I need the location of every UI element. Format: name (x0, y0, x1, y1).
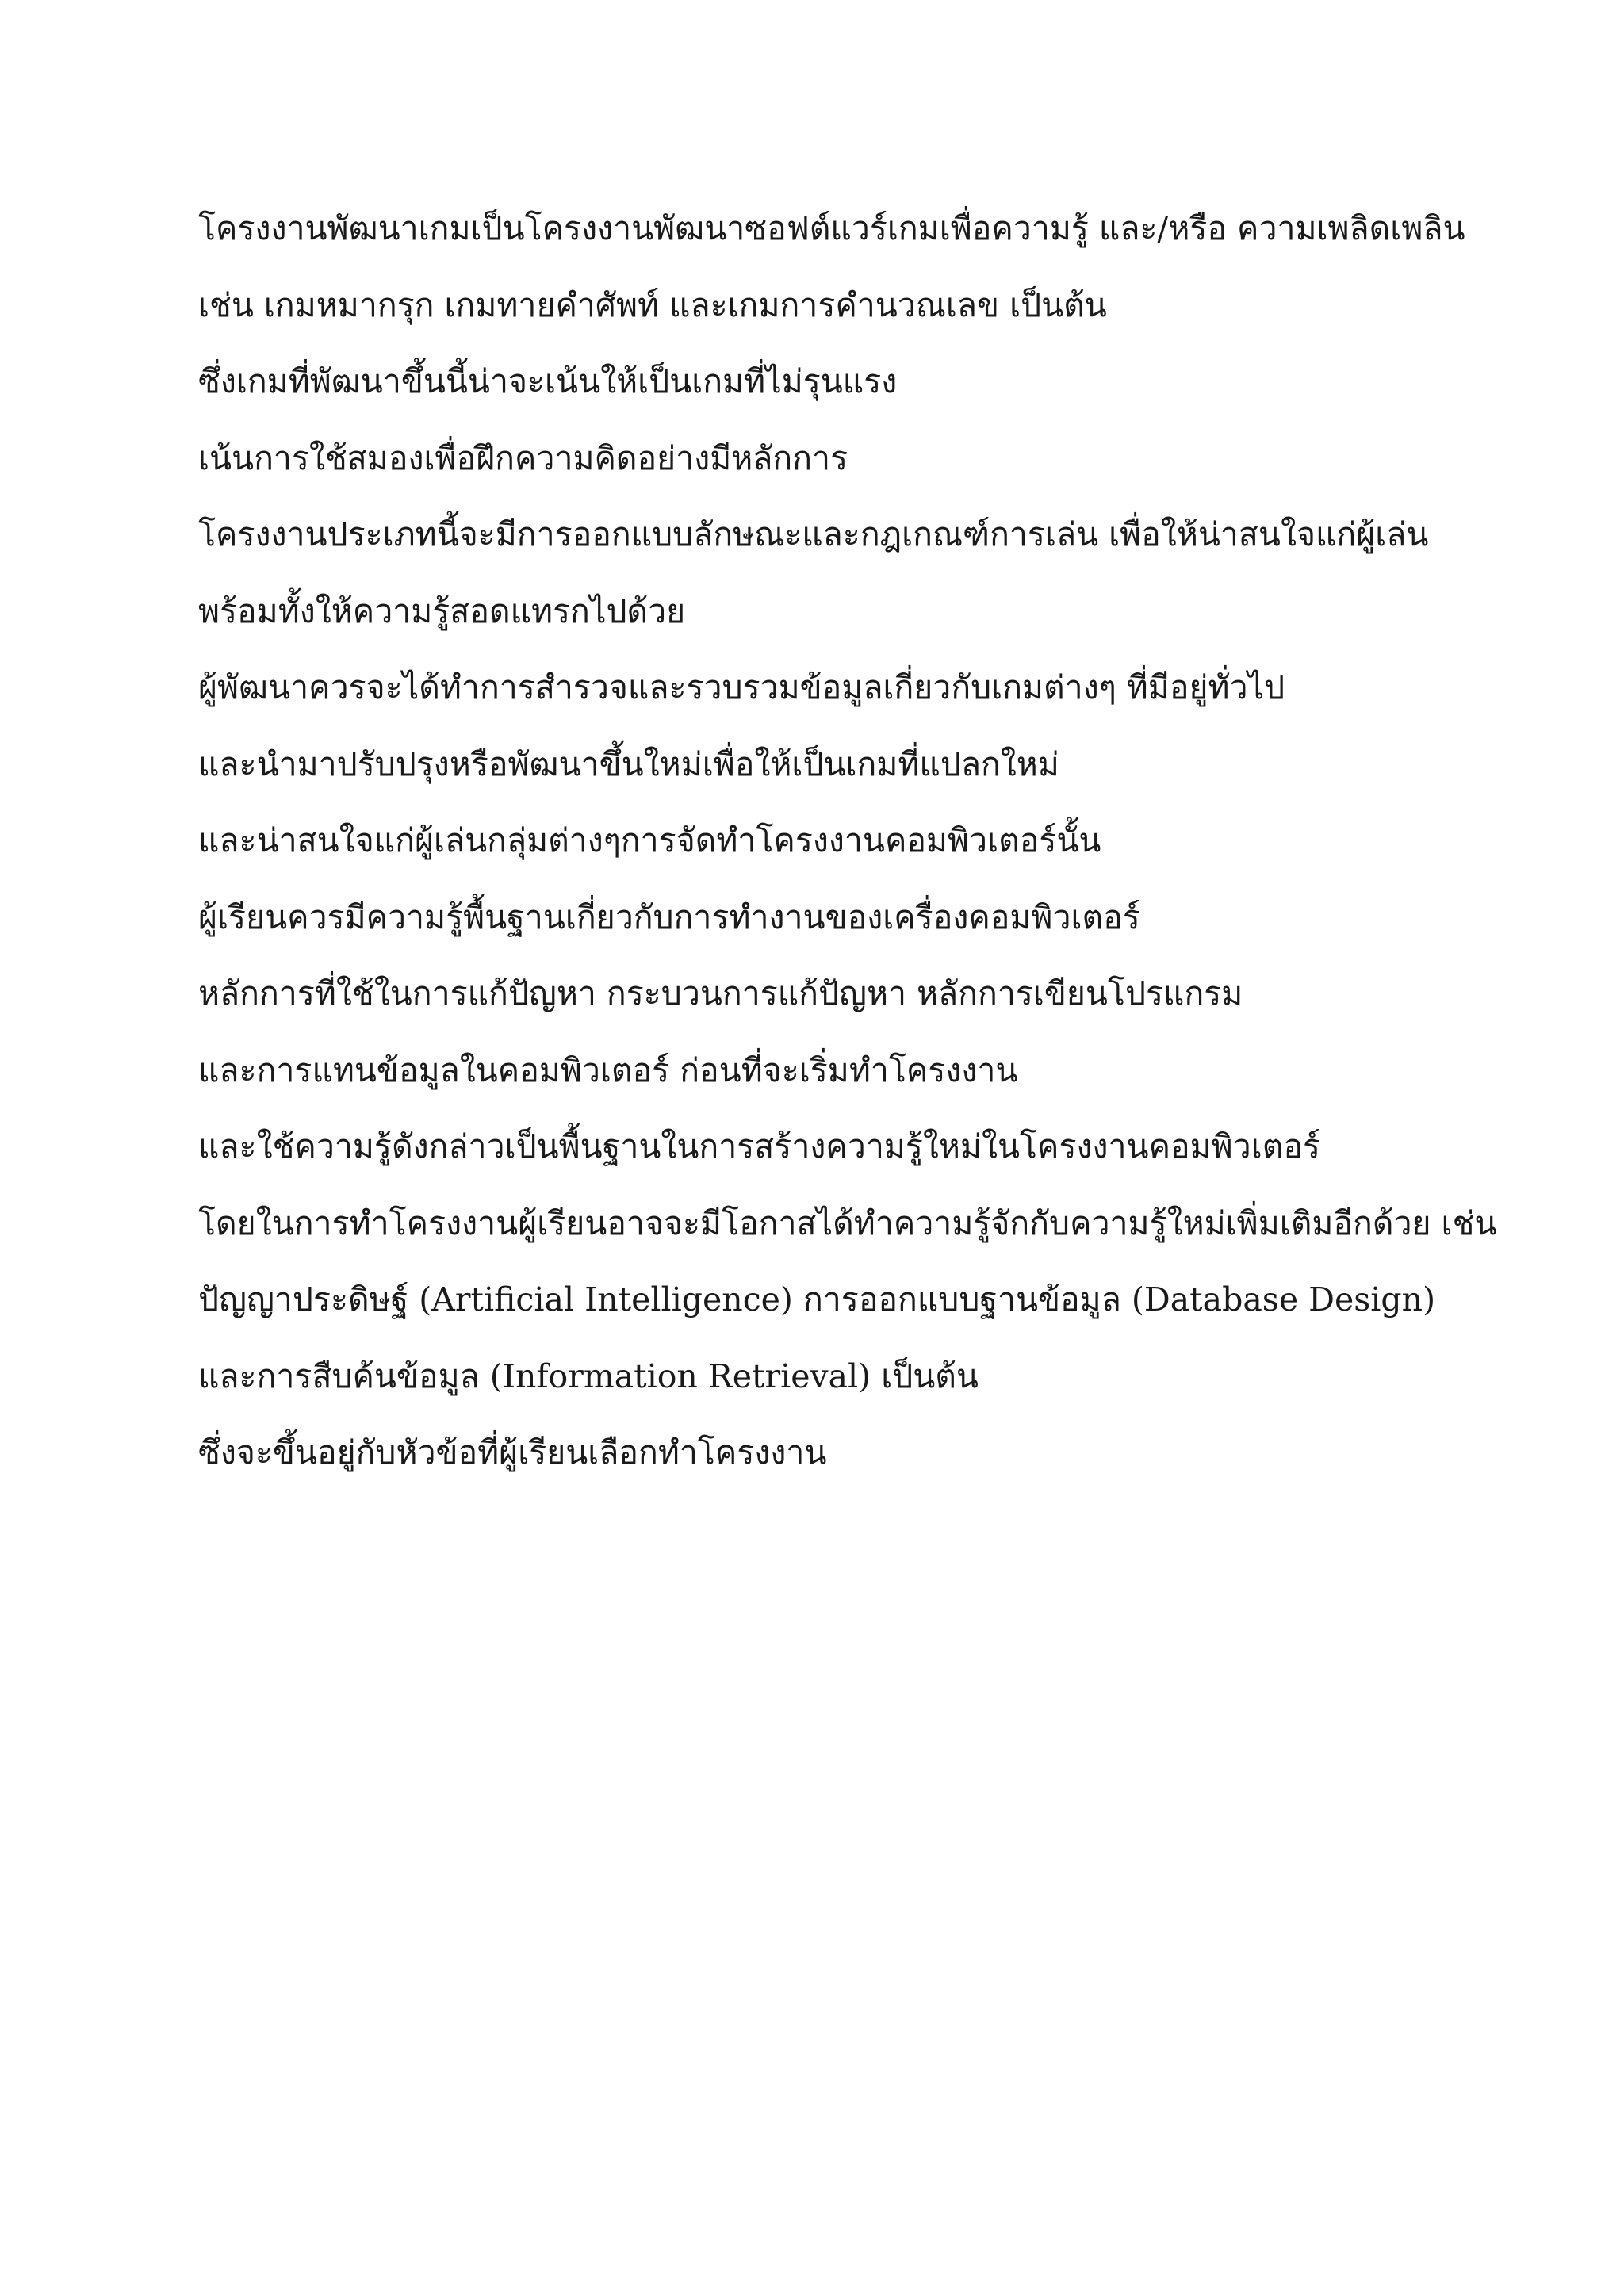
text-line-5: โครงงานประเภทนี้จะมีการออกแบบลักษณะและกฎเกณฑ์การเล่น เพื่อให้น่าสนใจแก่ผู้เล่น (198, 515, 1429, 553)
text-line-3: ซึ่งเกมที่พัฒนาขึ้นนี้น่าจะเน้นให้เป็นเกมที่ไม่รุนแรง (198, 362, 898, 400)
text-line-7: ผู้พัฒนาควรจะได้ทำการสำรวจและรวบรวมข้อมูลเกี่ยวกับเกมต่างๆ ที่มีอยู่ทั่วไป (198, 668, 1285, 706)
text-line-4: เน้นการใช้สมองเพื่อฝึกความคิดอย่างมีหลักการ (198, 438, 848, 477)
text-line-13: และใช้ความรู้ดังกล่าวเป็นพื้นฐานในการสร้างความรู้ใหม่ในโครงงานคอมพิวเตอร์ (198, 1127, 1320, 1165)
text-line-14: โดยในการทำโครงงานผู้เรียนอาจจะมีโอกาสได้ทำความรู้จักกับความรู้ใหม่เพิ่มเติมอีกด้วย เช่น (198, 1203, 1497, 1242)
text-line-1: โครงงานพัฒนาเกมเป็นโครงงานพัฒนาซอฟต์แวร์เกมเพื่อความรู้ และ/หรือ ความเพลิดเพลิน (198, 209, 1465, 247)
text-line-10: ผู้เรียนควรมีความรู้พื้นฐานเกี่ยวกับการทำงานของเครื่องคอมพิวเตอร์ (198, 897, 1140, 936)
text-line-12: และการแทนข้อมูลในคอมพิวเตอร์ ก่อนที่จะเริ่มทำโครงงาน (198, 1050, 1018, 1089)
text-line-9: และน่าสนใจแก่ผู้เล่นกลุ่มต่างๆการจัดทำโครงงานคอมพิวเตอร์นั้น (198, 821, 1101, 859)
text-line-17: ซึ่งจะขึ้นอยู่กับหัวข้อที่ผู้เรียนเลือกทำโครงงาน (198, 1433, 827, 1471)
text-line-16: และการสืบค้นข้อมูล (Information Retrieval) เป็นต้น (198, 1357, 979, 1395)
text-line-6: พร้อมทั้งให้ความรู้สอดแทรกไปด้วย (198, 591, 686, 630)
text-line-11: หลักการที่ใช้ในการแก้ปัญหา กระบวนการแก้ปัญหา หลักการเขียนโปรแกรม (198, 974, 1243, 1012)
text-line-15: ปัญญาประดิษฐ์ (Artificial Intelligence) การออกแบบฐานข้อมูล (Database Design) (198, 1280, 1436, 1318)
text-line-2: เช่น เกมหมากรุก เกมทายคำศัพท์ และเกมการคำนวณเลข เป็นต้น (198, 285, 1107, 324)
document-body (198, 205, 1497, 1506)
text-line-8: และนำมาปรับปรุงหรือพัฒนาขึ้นใหม่เพื่อให้เป็นเกมที่แปลกใหม่ (198, 744, 1059, 783)
